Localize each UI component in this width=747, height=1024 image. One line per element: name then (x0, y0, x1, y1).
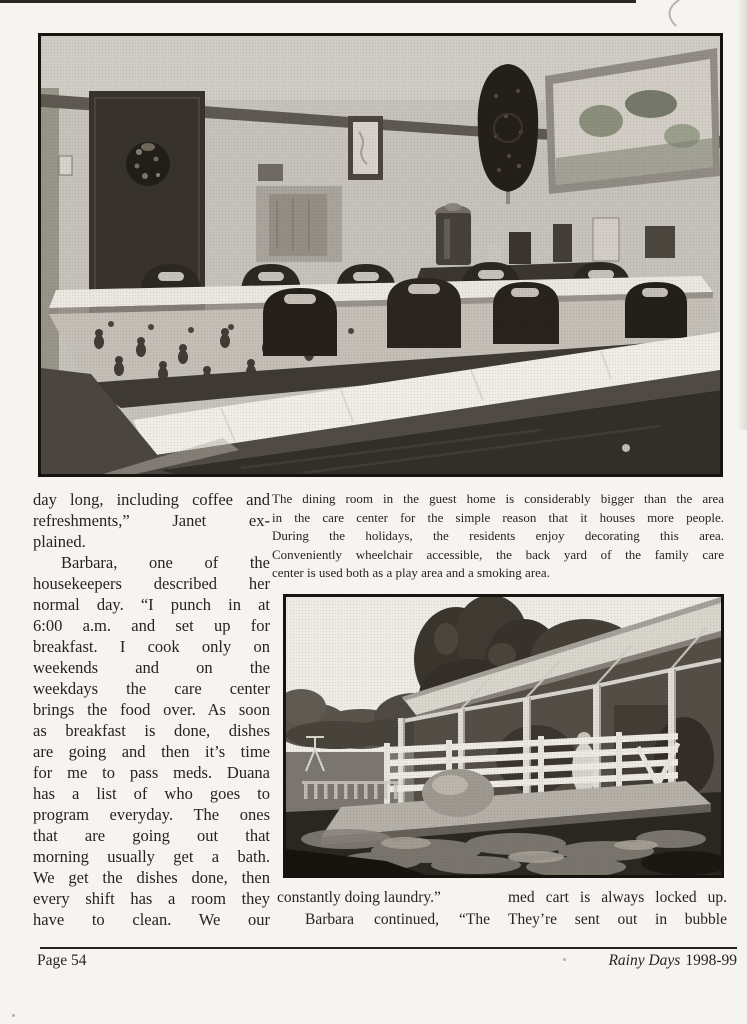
journal-title: Rainy Days (608, 952, 681, 969)
text-line: normal day. “I punch in at (33, 595, 270, 614)
text-line: med cart is always locked up. (508, 889, 727, 906)
text-line: in the care center for the simple reason that it houses more people. (272, 509, 724, 525)
text-line: brings the food over. As soon (33, 700, 270, 719)
text-line: Conveniently wheelchair accessible, the back yard of the family care (272, 546, 724, 562)
article-column-bottom-right (508, 887, 727, 930)
journal-year: 1998-99 (685, 952, 737, 969)
text-line: as breakfast is done, dishes (33, 721, 270, 740)
text-line: has a list of who goes to (33, 784, 270, 803)
text-line: constantly doing laundry.” (277, 889, 441, 906)
paragraph (272, 490, 724, 583)
scan-speck (563, 958, 566, 961)
article-column-bottom-left (277, 887, 490, 930)
text-line: program everyday. The ones (33, 805, 270, 824)
text-line: refreshments,” Janet ex- (33, 511, 270, 530)
text-line: for me to pass meds. Duana (33, 763, 270, 782)
text-line: Barbara, one of the (61, 553, 270, 572)
text-line: plained. (33, 532, 86, 551)
paragraph (33, 489, 270, 552)
text-line: every shift has a room they (33, 889, 270, 908)
scan-edge-artifact (0, 0, 636, 3)
text-line: 6:00 a.m. and set up for (33, 616, 270, 635)
text-line: day long, including coffee and (33, 490, 270, 509)
article-column-left (33, 489, 270, 930)
text-line: Barbara continued, “The (305, 910, 490, 928)
text-line: We get the dishes done, then (33, 868, 270, 887)
text-line: that are going out that (33, 826, 270, 845)
text-line: weekends and on the (33, 658, 270, 677)
text-line: The dining room in the guest home is considerably bigger than the area (272, 491, 724, 506)
backyard-ramp-photo (283, 594, 724, 878)
scan-speck (12, 1014, 15, 1017)
text-line: have to clean. We our (33, 910, 270, 929)
paragraph (277, 887, 490, 909)
journal-credit (608, 952, 737, 970)
dining-room-photo-graphic (41, 36, 720, 474)
footer-rule (40, 947, 737, 949)
photo-caption (272, 490, 724, 583)
text-line: weekdays the care center (33, 679, 270, 698)
text-line: center is used both as a play area and a smoking area. (272, 565, 550, 580)
paragraph (508, 887, 727, 930)
page-number: Page 54 (37, 952, 87, 969)
text-line: During the holidays, the residents enjoy decorating this area. (272, 528, 724, 543)
text-line: They’re sent out in bubble (508, 910, 727, 928)
text-line: morning usually get a bath. (33, 847, 270, 866)
text-line: housekeepers described her (33, 574, 270, 593)
paragraph (277, 909, 490, 931)
paragraph (33, 552, 270, 930)
backyard-photo-graphic (286, 597, 721, 875)
text-line: breakfast. I cook only on (33, 637, 270, 656)
page-curl-artifact (652, 0, 704, 28)
dining-room-photo (38, 33, 723, 477)
text-line: are going and then it’s time (33, 742, 270, 761)
